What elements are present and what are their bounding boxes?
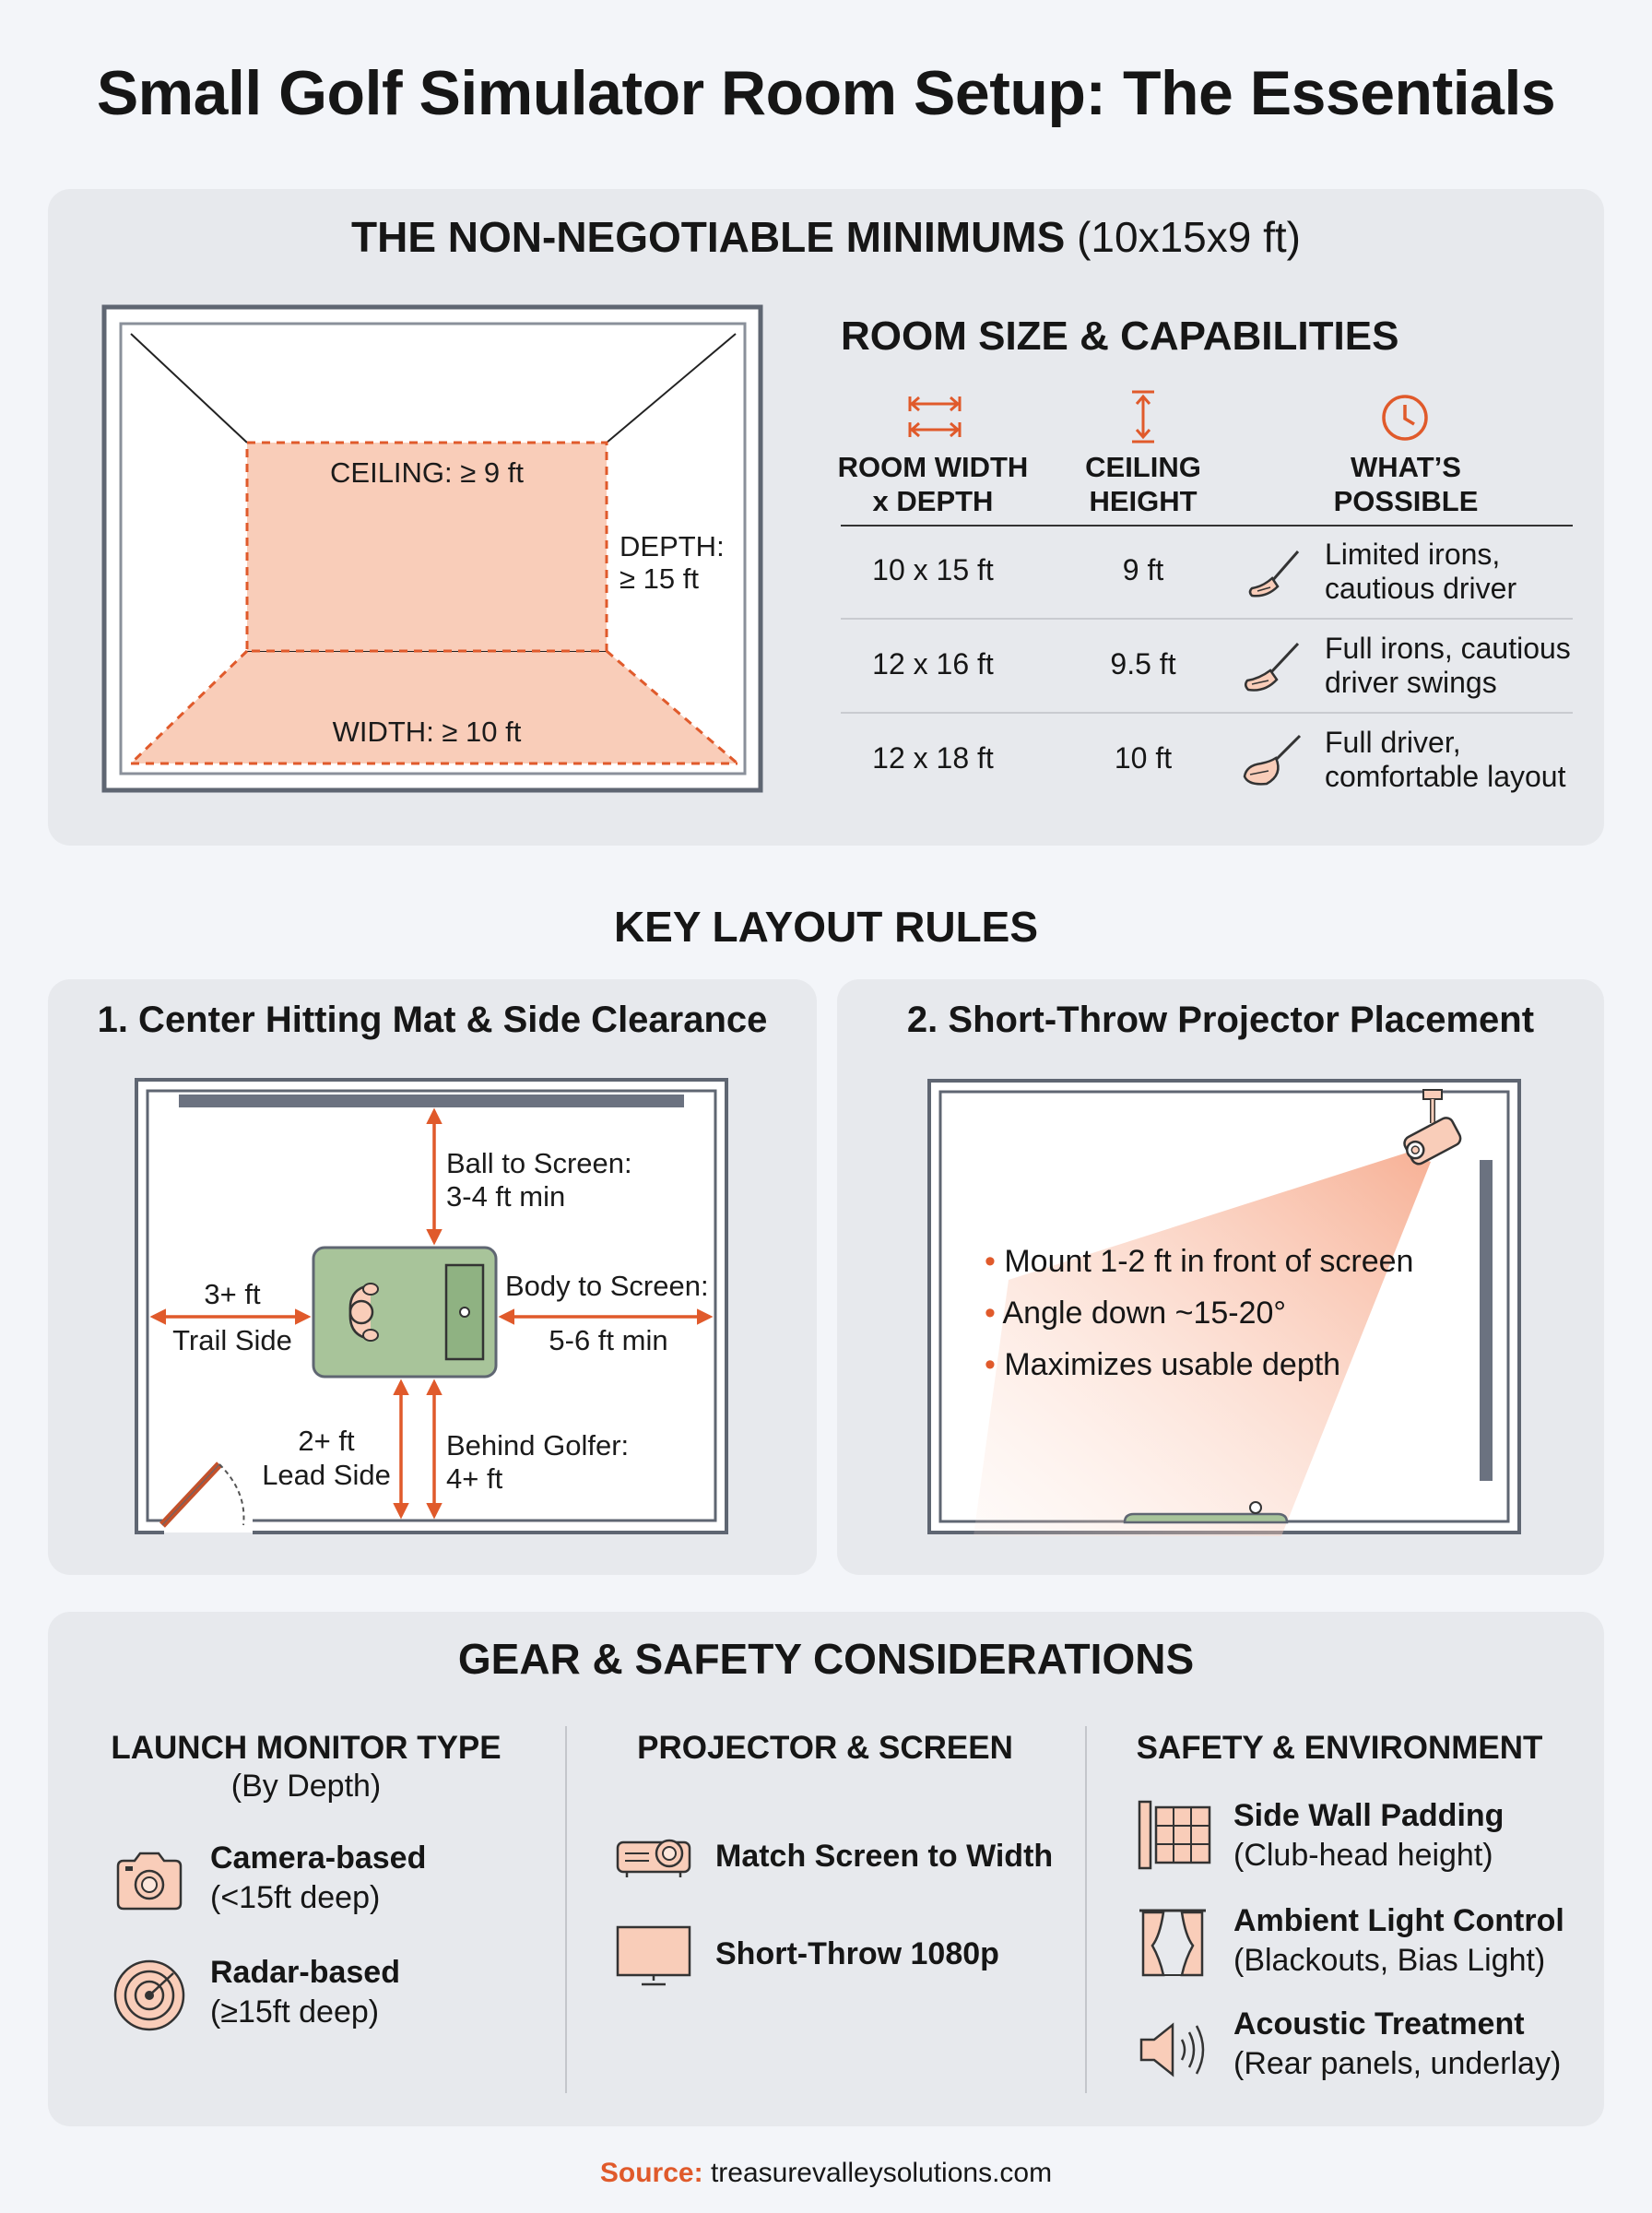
body-to-screen-label: Body to Screen: — [505, 1270, 709, 1302]
width-depth-arrows-icon — [906, 391, 963, 443]
table-row-height: 10 ft — [1114, 741, 1173, 775]
short-throw-item: Short-Throw 1080p — [715, 1936, 999, 1971]
behind-golfer-label: Behind Golfer: — [446, 1429, 630, 1462]
bullet-item: • Angle down ~15-20° — [985, 1296, 1287, 1331]
projector-icon — [614, 1833, 693, 1881]
room-perspective-diagram — [101, 304, 770, 798]
driver-club-icon — [1239, 732, 1305, 789]
rule1-title: 1. Center Hitting Mat & Side Clearance — [97, 1000, 768, 1040]
ceiling-label: CEILING: ≥ 9 ft — [330, 456, 524, 489]
screen-bar — [179, 1095, 684, 1107]
bullet-item: • Maximizes usable depth — [985, 1347, 1341, 1382]
launch-monitor-heading: LAUNCH MONITOR TYPE — [111, 1730, 502, 1766]
camera-based-item: Camera-based (<15ft deep) — [210, 1840, 427, 1915]
minimums-title — [48, 212, 1604, 262]
minimums-title-bold: THE NON-NEGOTIABLE MINIMUMS — [351, 213, 1066, 261]
speaker-icon — [1136, 2018, 1213, 2082]
hitting-mat-floor-plan — [129, 1071, 738, 1542]
table-row-size: 12 x 18 ft — [872, 741, 994, 775]
table-row-possible: Limited irons, cautious driver — [1325, 538, 1517, 605]
radar-icon — [112, 1959, 186, 2032]
match-screen-item: Match Screen to Width — [715, 1839, 1054, 1874]
page-title: Small Golf Simulator Room Setup: The Essentials — [96, 58, 1556, 128]
clock-icon — [1380, 393, 1430, 443]
trail-side-label: Trail Side — [172, 1324, 292, 1356]
hitting-mat — [1125, 1514, 1287, 1522]
launch-monitor-sub: (By Depth) — [230, 1769, 382, 1804]
rule2-title: 2. Short-Throw Projector Placement — [906, 1000, 1535, 1040]
safety-heading: SAFETY & ENVIRONMENT — [1136, 1730, 1543, 1766]
table-row-possible: Full driver, comfortable layout — [1325, 726, 1566, 793]
radar-based-item: Radar-based (≥15ft deep) — [210, 1955, 400, 2030]
screen-icon — [614, 1923, 693, 1990]
table-row-divider — [841, 618, 1573, 620]
table-row-possible: Full irons, cautious driver swings — [1325, 632, 1571, 699]
ambient-light-item: Ambient Light Control (Blackouts, Bias Light) — [1233, 1903, 1564, 1978]
table-header-line — [841, 525, 1573, 527]
curtains-icon — [1136, 1905, 1210, 1979]
projector-screen-heading: PROJECTOR & SCREEN — [637, 1730, 1013, 1766]
lead-side-value: 2+ ft — [298, 1425, 355, 1457]
table-row-size: 10 x 15 ft — [872, 553, 994, 586]
table-row-divider — [841, 712, 1573, 714]
height-arrow-icon — [1127, 389, 1160, 444]
ball-to-screen-label: Ball to Screen: — [446, 1147, 632, 1179]
iron-club-icon — [1245, 548, 1304, 601]
table-row-height: 9 ft — [1122, 553, 1164, 586]
wall-padding-icon — [1136, 1798, 1213, 1872]
camera-icon — [112, 1850, 186, 1912]
depth-value: ≥ 15 ft — [620, 562, 699, 595]
ball-to-screen-value: 3-4 ft min — [446, 1180, 566, 1213]
table-row-size: 12 x 16 ft — [872, 647, 994, 680]
projection-screen — [1480, 1160, 1493, 1481]
room-size-title: ROOM SIZE & CAPABILITIES — [841, 314, 1399, 359]
trail-side-value: 3+ ft — [204, 1278, 261, 1310]
body-to-screen-value: 5-6 ft min — [549, 1324, 668, 1356]
behind-golfer-value: 4+ ft — [446, 1462, 503, 1495]
projector-bullets — [985, 1236, 1413, 1391]
gear-title: GEAR & SAFETY CONSIDERATIONS — [457, 1635, 1195, 1683]
minimums-title-light: (10x15x9 ft) — [1077, 213, 1301, 261]
source-link[interactable]: treasurevalleysolutions.com — [710, 2158, 1053, 2188]
depth-label: DEPTH: — [620, 530, 725, 562]
golf-ball — [460, 1308, 469, 1317]
side-wall-padding-item: Side Wall Padding (Club-head height) — [1233, 1798, 1504, 1873]
iron-club-icon — [1241, 640, 1304, 695]
table-row-height: 9.5 ft — [1110, 647, 1176, 680]
gear-divider — [565, 1726, 567, 2093]
source-line — [0, 2158, 1652, 2189]
source-label: Source: — [599, 2158, 703, 2188]
width-label: WIDTH: ≥ 10 ft — [332, 716, 522, 748]
bullet-item: • Mount 1-2 ft in front of screen — [985, 1244, 1414, 1279]
col-head-size: ROOM WIDTH x DEPTH — [837, 451, 1029, 518]
lead-side-label: Lead Side — [262, 1459, 391, 1491]
col-head-possible: WHAT’S POSSIBLE — [1333, 451, 1479, 518]
col-head-height: CEILING HEIGHT — [1085, 451, 1201, 518]
gear-divider — [1085, 1726, 1087, 2093]
acoustic-treatment-item: Acoustic Treatment (Rear panels, underlay) — [1233, 2006, 1562, 2081]
layout-rules-title: KEY LAYOUT RULES — [613, 903, 1039, 951]
